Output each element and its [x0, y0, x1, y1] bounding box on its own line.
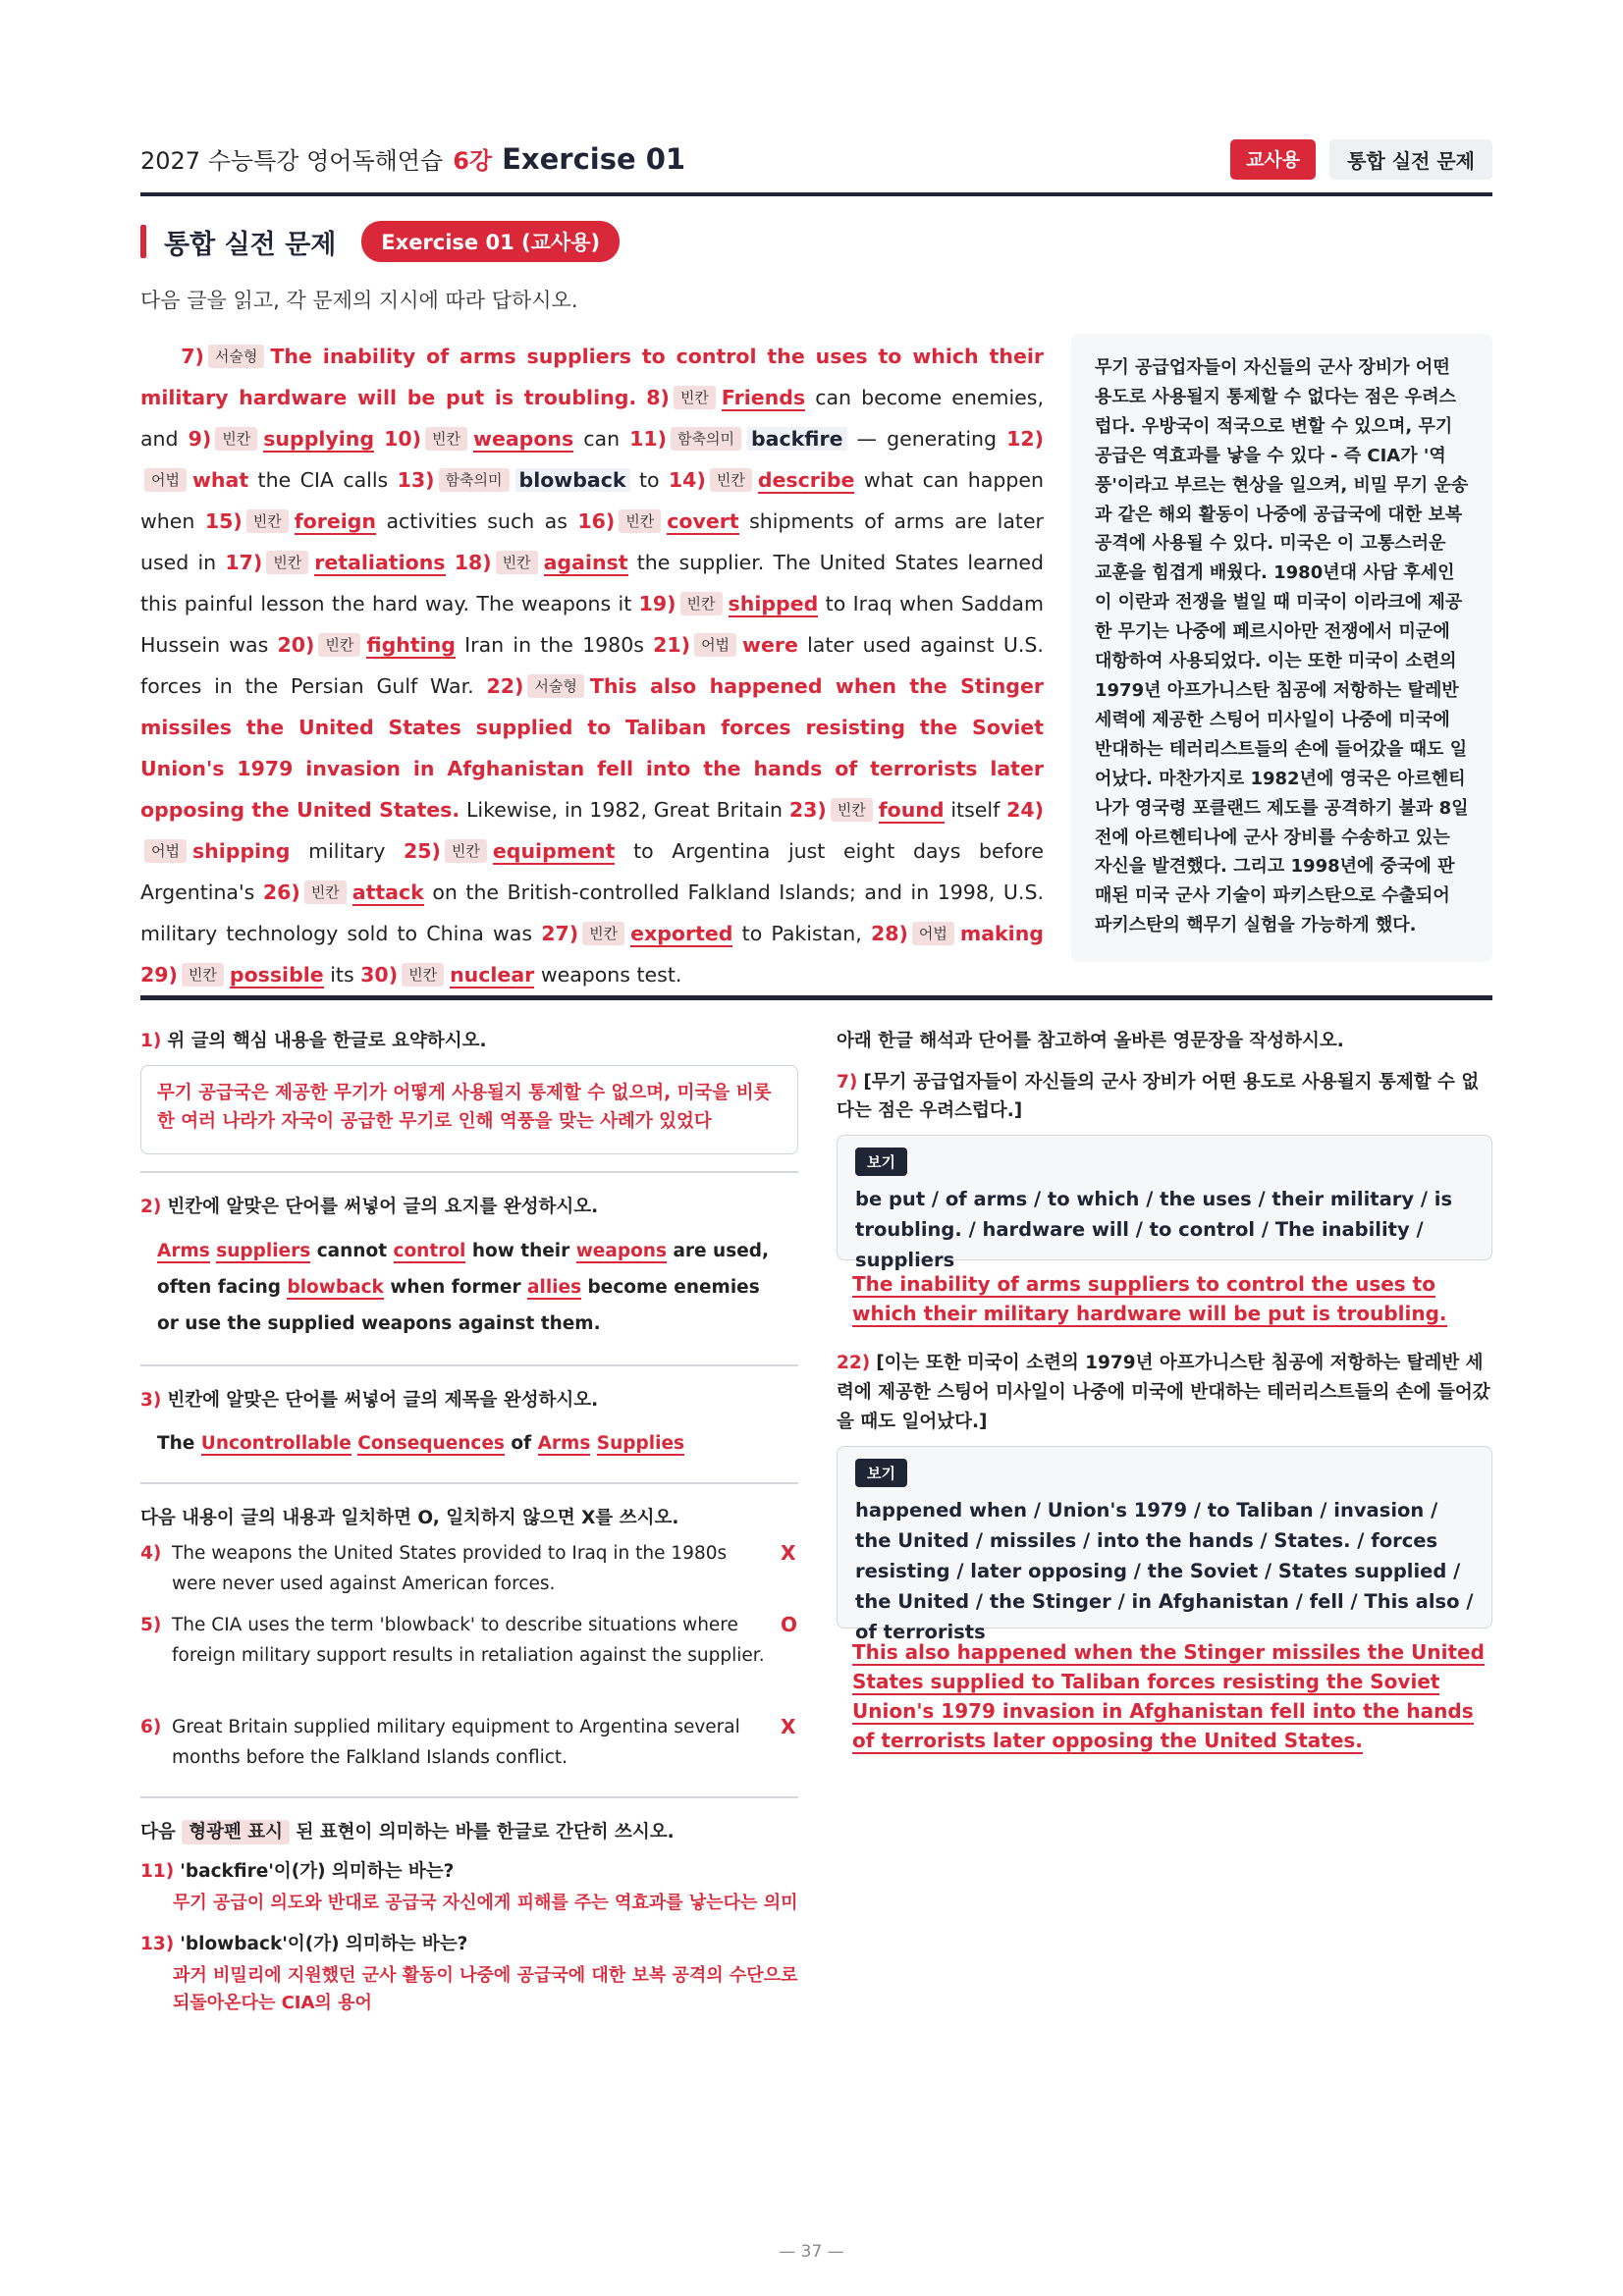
- tf-mark: X: [781, 1715, 796, 1738]
- tf-number: 5): [140, 1615, 162, 1635]
- text: to: [638, 468, 660, 492]
- text: to Pakistan,: [741, 922, 862, 945]
- answer-29: possible: [229, 963, 324, 987]
- tf-mark: O: [781, 1613, 798, 1636]
- label-blank: 빈칸: [710, 468, 752, 492]
- text: what can happen when: [140, 468, 1044, 533]
- q7-text: [무기 공급업자들이 자신들의 군사 장비가 어떤 용도로 사용될지 통제할 수 없다는 점은 우려스럽다.]: [837, 1072, 1480, 1121]
- num-24: 24): [1006, 798, 1044, 822]
- answer-25: equipment: [492, 839, 616, 863]
- text: — generating: [856, 427, 998, 451]
- right-prompt: 아래 한글 해석과 단어를 참고하여 올바른 영문장을 작성하시오.: [837, 1031, 1344, 1051]
- label-blank: 빈칸: [496, 551, 538, 574]
- header-title: [140, 141, 685, 176]
- num-7: 7): [181, 345, 204, 368]
- tf-text: The CIA uses the term 'blowback' to describe situations where foreign military support results in retaliation against the supplier.: [172, 1615, 765, 1666]
- num-21: 21): [653, 633, 691, 657]
- page-header: [140, 137, 1492, 196]
- q3-text: 빈칸에 알맞은 단어를 써넣어 글의 제목을 완성하시오.: [167, 1390, 599, 1411]
- answer-26: attack: [352, 881, 424, 904]
- q13-answer: 과거 비밀리에 지원했던 군사 활동이 나중에 공급국에 대한 보복 공격의 수단으로 되돌아온다는 CIA의 용어: [173, 1965, 798, 2013]
- label-blank: 빈칸: [215, 427, 257, 451]
- num-23: 23): [788, 798, 827, 822]
- answer-20: fighting: [366, 633, 456, 657]
- tf-number: 6): [140, 1717, 162, 1737]
- label-blank: 빈칸: [680, 592, 723, 615]
- label-blank: 빈칸: [582, 922, 624, 945]
- section-tag: 통합 실전 문제: [1329, 139, 1492, 180]
- q3-prompt: [140, 1386, 798, 1412]
- q7-prompt: [837, 1068, 1492, 1125]
- num-17: 17): [225, 551, 263, 574]
- num-20: 20): [277, 633, 315, 657]
- q2-number: 2): [140, 1197, 162, 1217]
- hl-prompt-pre: 다음: [140, 1822, 176, 1842]
- hl-prompt-highlight: 형광펜 표시: [182, 1820, 290, 1844]
- q13-prompt: [140, 1930, 798, 1955]
- label-grammar: 어법: [144, 839, 187, 863]
- label-grammar: 어법: [694, 633, 736, 657]
- answer-17: retaliations: [314, 551, 446, 574]
- tf-mark: X: [781, 1541, 796, 1565]
- passage: [140, 336, 1044, 995]
- separator: [140, 1796, 798, 1798]
- label-essay: 서술형: [208, 345, 264, 368]
- num-26: 26): [262, 881, 300, 904]
- text: military: [308, 839, 386, 863]
- label-blank: 빈칸: [425, 427, 467, 451]
- text: to Argentina just eight days before Argentina's: [140, 839, 1044, 904]
- answer-10: weapons: [473, 427, 574, 451]
- num-12: 12): [1006, 427, 1044, 451]
- label-implied: 함축의미: [671, 427, 741, 451]
- q2-text: become enemies or use the supplied weapons against them.: [157, 1277, 760, 1334]
- answer-8: Friends: [721, 386, 806, 409]
- q11-prompt: [140, 1857, 798, 1883]
- separator: [140, 1364, 798, 1366]
- num-29: 29): [140, 963, 178, 987]
- section-title-text: 통합 실전 문제: [164, 229, 337, 260]
- instruction: 다음 글을 읽고, 각 문제의 지시에 따라 답하시오.: [140, 289, 578, 312]
- label-grammar: 어법: [912, 922, 954, 945]
- q3-answer: Consequences: [357, 1433, 505, 1454]
- text: the supplier. The United States learned this painful lesson the hard way. The weapons it: [140, 551, 1044, 615]
- q7-answer: [852, 1269, 1490, 1328]
- text: can: [583, 427, 621, 451]
- exercise-title: Exercise 01: [502, 142, 686, 176]
- answer-14: describe: [757, 468, 855, 492]
- q7-words: be put / of arms / to which / the uses / their military / is troubling. / hardware will / to control / The inability / suppliers: [855, 1188, 1453, 1271]
- q1-text: 위 글의 핵심 내용을 한글로 요약하시오.: [167, 1031, 487, 1051]
- bogi-label: 보기: [855, 1148, 907, 1176]
- num-8: 8): [646, 386, 670, 409]
- answer-15: foreign: [294, 509, 377, 533]
- text: weapons test.: [540, 963, 682, 987]
- q11-number: 11): [140, 1861, 175, 1882]
- q2-answer: blowback: [287, 1277, 384, 1298]
- text: Likewise, in 1982, Great Britain: [465, 798, 784, 822]
- q22-words: happened when / Union's 1979 / to Taliban / invasion / the United / missiles / into the hands / States. / forces resisting / later opposing / the Soviet / States supplied / the United / the Stinger / in Afghanistan / fell / This also / of terrorists: [855, 1499, 1474, 1643]
- q3-answer: Uncontrollable: [200, 1433, 352, 1454]
- section-pill: Exercise 01 (교사용): [361, 221, 620, 262]
- lesson-number: 6강: [453, 147, 493, 175]
- q2-answer: allies: [527, 1277, 582, 1298]
- answer-24: shipping: [191, 839, 291, 863]
- label-grammar: 어법: [144, 468, 187, 492]
- q2-answer: weapons: [575, 1241, 667, 1261]
- label-blank: 빈칸: [831, 798, 873, 822]
- num-13: 13): [397, 468, 435, 492]
- q1-number: 1): [140, 1031, 162, 1051]
- text: itself: [950, 798, 1001, 822]
- q22-number: 22): [837, 1353, 871, 1373]
- text: on the British-controlled Falkland Islands; and in 1998, U.S. military technology sold to China was: [140, 881, 1044, 945]
- num-27: 27): [541, 922, 579, 945]
- text: can become enemies, and: [140, 386, 1044, 451]
- answer-23: found: [878, 798, 945, 822]
- separator: [140, 1171, 798, 1173]
- section-title: [140, 224, 620, 259]
- page-number: — 37 —: [779, 2242, 844, 2262]
- label-blank: 빈칸: [246, 509, 289, 533]
- q22-answer: [852, 1637, 1490, 1755]
- num-11: 11): [629, 427, 668, 451]
- label-blank: 빈칸: [445, 839, 487, 863]
- text: Iran in the 1980s: [464, 633, 644, 657]
- num-25: 25): [403, 839, 441, 863]
- label-blank: 빈칸: [674, 386, 716, 409]
- num-10: 10): [384, 427, 422, 451]
- q2-text: when former: [390, 1277, 521, 1298]
- q1-prompt: [140, 1027, 798, 1052]
- hl-prompt-post: 된 표현이 의미하는 바를 한글로 간단히 쓰시오.: [296, 1822, 675, 1842]
- num-18: 18): [454, 551, 492, 574]
- label-blank: 빈칸: [182, 963, 224, 987]
- sentence-22: This also happened when the Stinger missiles the United States supplied to Taliban forces resisting the Soviet Union's 1979 invasion in Afghanistan fell into the hands of terrorists later opposing the United States.: [140, 674, 1044, 822]
- num-19: 19): [638, 592, 676, 615]
- q7-number: 7): [837, 1072, 858, 1093]
- q3-text: of: [511, 1433, 532, 1454]
- text: activities such as: [386, 509, 568, 533]
- q22-answer-text: This also happened when the Stinger missiles the United States supplied to Taliban forces resisting the Soviet Union's 1979 invasion in Afghanistan fell into the hands of terrorists later opposing the United States.: [852, 1640, 1485, 1752]
- bogi-label: 보기: [855, 1459, 907, 1487]
- tf-number: 4): [140, 1543, 162, 1564]
- answer-18: against: [543, 551, 628, 574]
- text: to Iraq when Saddam Hussein was: [140, 592, 1044, 657]
- num-15: 15): [204, 509, 243, 533]
- tf-text: The weapons the United States provided to Iraq in the 1980s were never used against American forces.: [172, 1543, 728, 1594]
- text: the CIA calls: [257, 468, 389, 492]
- text: later used against U.S. forces in the Persian Gulf War.: [140, 633, 1044, 698]
- q13-number: 13): [140, 1934, 175, 1954]
- answer-30: nuclear: [450, 963, 535, 987]
- q3-answer: Supplies: [596, 1433, 685, 1454]
- highlight-backfire: backfire: [747, 427, 847, 451]
- label-implied: 함축의미: [439, 468, 510, 492]
- q2-answer: control: [393, 1241, 466, 1261]
- q2-prompt: [140, 1193, 798, 1218]
- answer-28: making: [959, 922, 1044, 945]
- answer-9: supplying: [263, 427, 375, 451]
- divider: [140, 995, 1492, 1000]
- q13-text: 'blowback'이(가) 의미하는 바는?: [180, 1934, 468, 1954]
- num-28: 28): [870, 922, 908, 945]
- q7-word-box: [837, 1135, 1492, 1271]
- q2-answer: suppliers: [216, 1241, 311, 1261]
- translation-box: 무기 공급업자들이 자신들의 군사 장비가 어떤 용도로 사용될지 통제할 수 없다는 점은 우려스럽다. 우방국이 적국으로 변할 수 있으며, 무기 공급은 역효과를 낳을 수 있다 - 즉 CIA가 '역풍'이라고 부르는 현상을 일으켜, 비밀 무기 운송과 같은 해외 활동이 나중에 공급국에 대한 보복 공격에 사용될 수 있다. 미국은 이 고통스러운 교훈을 힘겹게 배웠다. 1980년대 사담 후세인이 이란과 전쟁을 벌일 때 미국이 이라크에 제공한 무기는 나중에 페르시아만 전쟁에서 미군에 대항하여 사용되었다. 이는 또한 미국이 소련의 1979년 아프가니스탄 침공에 저항하는 탈레반 세력에 제공한 스팅어 미사일이 나중에 미국에 반대하는 테러리스트들의 손에 들어갔을 때도 일어났다. 마찬가지로 1982년에 영국은 아르헨티나가 영국령 포클랜드 제도를 공격하기 불과 8일 전에 아르헨티나에 군사 장비를 수송하고 있는 자신을 발견했다. 그리고 1998년에 중국에 판매된 미국 군사 기술이 파키스탄으로 수출되어 파키스탄의 핵무기 실험을 가능하게 했다.: [1071, 334, 1492, 962]
- num-14: 14): [668, 468, 706, 492]
- q11-text: 'backfire'이(가) 의미하는 바는?: [180, 1861, 455, 1882]
- tf-prompt: 다음 내용이 글의 내용과 일치하면 O, 일치하지 않으면 X를 쓰시오.: [140, 1508, 679, 1528]
- q2-text: are used, often facing: [157, 1241, 770, 1298]
- separator: [140, 1482, 798, 1484]
- answer-19: shipped: [728, 592, 819, 615]
- q7-answer-text: The inability of arms suppliers to control the uses to which their military hardware will be put is troubling.: [852, 1272, 1447, 1325]
- sentence-7: The inability of arms suppliers to control the uses to which their military hardware will be put is troubling.: [140, 345, 1044, 409]
- label-blank: 빈칸: [266, 551, 308, 574]
- q2-answer: Arms: [157, 1241, 210, 1261]
- q2-text: 빈칸에 알맞은 단어를 써넣어 글의 요지를 완성하시오.: [167, 1197, 599, 1217]
- q2-text: how their: [471, 1241, 570, 1261]
- num-16: 16): [577, 509, 616, 533]
- tf-text: Great Britain supplied military equipment to Argentina several months before the Falkland Islands conflict.: [172, 1717, 740, 1768]
- answer-12: what: [191, 468, 249, 492]
- num-30: 30): [360, 963, 399, 987]
- section-bar: [140, 225, 146, 258]
- q1-answer-box: 무기 공급국은 제공한 무기가 어떻게 사용될지 통제할 수 없으며, 미국을 비롯한 여러 나라가 자국이 공급한 무기로 인해 역풍을 맞는 사례가 있었다: [140, 1065, 798, 1154]
- label-blank: 빈칸: [402, 963, 444, 987]
- answer-21: were: [742, 633, 798, 657]
- q3-text: The: [157, 1433, 195, 1454]
- answer-27: exported: [630, 922, 733, 945]
- text: its: [330, 963, 354, 987]
- text: shipments of arms are later used in: [140, 509, 1044, 574]
- q22-word-box: [837, 1446, 1492, 1643]
- q22-prompt: [837, 1349, 1492, 1437]
- q3-number: 3): [140, 1390, 162, 1411]
- q11-answer: 무기 공급이 의도와 반대로 공급국 자신에게 피해를 주는 역효과를 낳는다는 의미: [173, 1893, 798, 1913]
- q2-summary: [157, 1233, 785, 1342]
- hl-prompt: [140, 1818, 798, 1843]
- label-essay: 서술형: [527, 674, 583, 698]
- label-blank: 빈칸: [318, 633, 360, 657]
- num-9: 9): [188, 427, 212, 451]
- highlight-blowback: blowback: [515, 468, 630, 492]
- q22-text: [이는 또한 미국이 소련의 1979년 아프가니스탄 침공에 저항하는 탈레반 세력에 제공한 스팅어 미사일이 나중에 미국에 반대하는 테러리스트들의 손에 들어갔을 때도 일어났다.]: [837, 1353, 1490, 1432]
- q3-title: [157, 1425, 785, 1462]
- q3-answer: Arms: [537, 1433, 591, 1454]
- num-22: 22): [486, 674, 524, 698]
- label-blank: 빈칸: [304, 881, 347, 904]
- book-title: 2027 수능특강 영어독해연습: [140, 147, 444, 175]
- header-tags: [1230, 139, 1492, 180]
- q2-text: cannot: [316, 1241, 388, 1261]
- answer-16: covert: [667, 509, 739, 533]
- teacher-tag: 교사용: [1230, 139, 1316, 180]
- label-blank: 빈칸: [619, 509, 661, 533]
